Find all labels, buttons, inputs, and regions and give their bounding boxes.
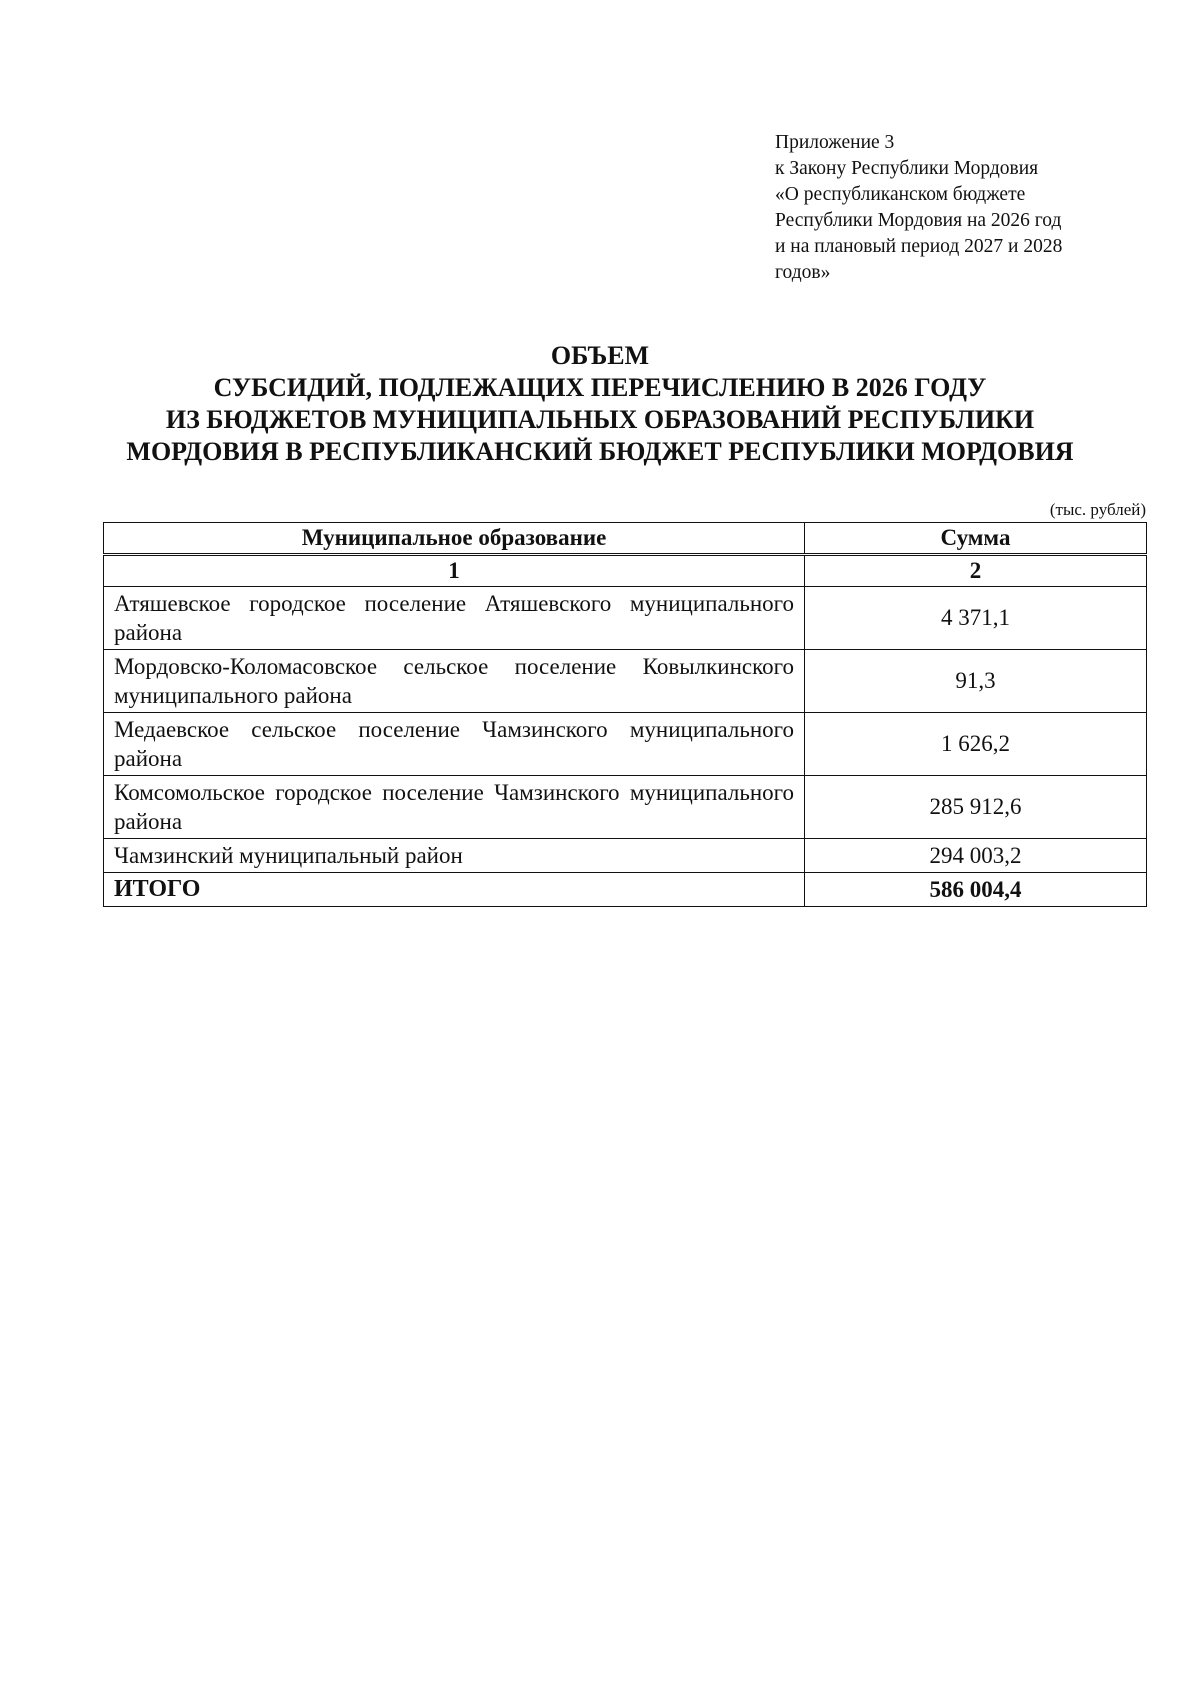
table-row xyxy=(104,587,1147,650)
column-number-row xyxy=(104,555,1147,587)
attachment-note xyxy=(775,130,1135,286)
subsidy-sum: 294 003,2 xyxy=(805,839,1147,873)
title-line: СУБСИДИЙ, ПОДЛЕЖАЩИХ ПЕРЕЧИСЛЕНИЮ В 2026 ГОДУ xyxy=(213,373,987,402)
subsidy-sum: 1 626,2 xyxy=(805,713,1147,776)
table-header-row xyxy=(104,523,1147,555)
municipality-name: Чамзинский муниципальный район xyxy=(104,839,805,873)
subsidy-sum: 4 371,1 xyxy=(805,587,1147,650)
table-row xyxy=(104,650,1147,713)
column-number: 1 xyxy=(104,555,805,587)
header-sum: Сумма xyxy=(805,523,1147,555)
table-row xyxy=(104,776,1147,839)
units-label: (тыс. рублей) xyxy=(1049,500,1146,519)
municipality-name: Комсомольское городское поселение Чамзинского муниципального района xyxy=(104,776,805,839)
attachment-line: «О республиканском бюджете xyxy=(775,184,1026,205)
attachment-line: и на плановый период 2027 и 2028 xyxy=(775,236,1063,257)
table-row xyxy=(104,713,1147,776)
total-label: ИТОГО xyxy=(104,873,805,907)
table-row xyxy=(104,839,1147,873)
municipality-name: Атяшевское городское поселение Атяшевского муниципального района xyxy=(104,587,805,650)
title-line: МОРДОВИЯ В РЕСПУБЛИКАНСКИЙ БЮДЖЕТ РЕСПУБЛИКИ МОРДОВИЯ xyxy=(126,437,1074,466)
title-line: ИЗ БЮДЖЕТОВ МУНИЦИПАЛЬНЫХ ОБРАЗОВАНИЙ РЕСПУБЛИКИ xyxy=(165,405,1035,434)
attachment-line: Приложение 3 xyxy=(775,132,895,153)
total-row xyxy=(104,873,1147,907)
title-line: ОБЪЕМ xyxy=(550,341,650,370)
subsidy-sum: 91,3 xyxy=(805,650,1147,713)
total-sum: 586 004,4 xyxy=(805,873,1147,907)
attachment-line: Республики Мордовия на 2026 год xyxy=(775,210,1062,231)
column-number: 2 xyxy=(805,555,1147,587)
subsidy-table xyxy=(103,522,1147,907)
municipality-name: Медаевское сельское поселение Чамзинского муниципального района xyxy=(104,713,805,776)
document-title xyxy=(60,340,1140,468)
attachment-line: к Закону Республики Мордовия xyxy=(775,158,1039,179)
attachment-line: годов» xyxy=(775,262,831,283)
subsidy-sum: 285 912,6 xyxy=(805,776,1147,839)
header-municipality: Муниципальное образование xyxy=(104,523,805,555)
municipality-name: Мордовско-Коломасовское сельское поселение Ковылкинского муниципального района xyxy=(104,650,805,713)
